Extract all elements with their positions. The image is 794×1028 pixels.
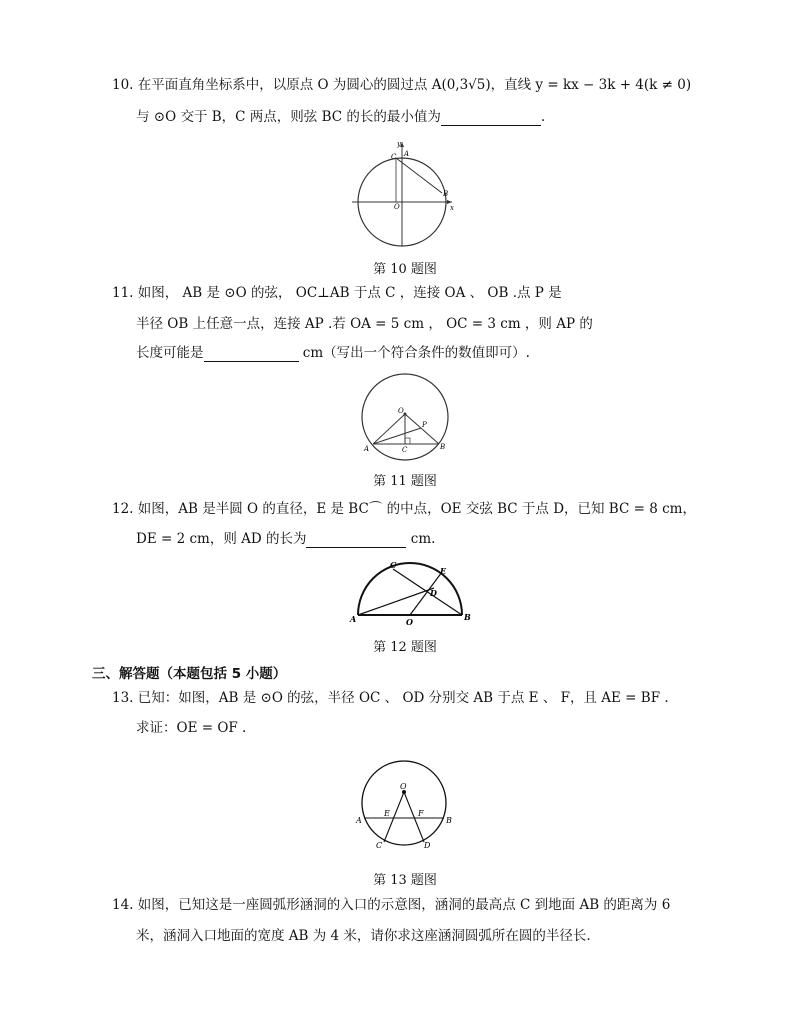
q11-label-a: A bbox=[364, 445, 370, 453]
q12-label-b: B bbox=[464, 612, 471, 622]
q10-line1: 10. 在平面直角坐标系中，以原点 O 为圆心的圆过点 A(0,3√5)，直线 y = kx − 3k + 4(k ≠ 0) bbox=[112, 77, 692, 93]
q12-label-e: E bbox=[440, 566, 447, 576]
q12-label-d: D bbox=[430, 588, 437, 598]
q12-label-o: O bbox=[406, 617, 413, 627]
q11-line3-text: 长度可能是 bbox=[136, 345, 204, 361]
q11-line3-end: cm（写出一个符合条件的数值即可）. bbox=[302, 345, 530, 361]
q10-label-a: A bbox=[404, 150, 410, 158]
q13-label-a: A bbox=[356, 816, 362, 825]
q13-label-e: E bbox=[384, 809, 390, 818]
q12-label-a: A bbox=[350, 614, 357, 624]
q12-line2-text: DE = 2 cm，则 AD 的长为 bbox=[136, 531, 307, 547]
q13-label-f: F bbox=[418, 809, 424, 818]
q13-label-d: D bbox=[424, 841, 431, 850]
q10-figure bbox=[352, 140, 462, 250]
q12-line2 bbox=[136, 530, 435, 548]
q11-line3 bbox=[136, 344, 530, 362]
q13-caption: 第 13 题图 bbox=[373, 873, 437, 888]
q13-line1: 13. 已知：如图，AB 是 ⊙O 的弦，半径 OC 、 OD 分别交 AB 于点 E 、 F，且 AE = BF . bbox=[112, 690, 669, 706]
q10-label-b: B bbox=[443, 190, 449, 198]
q11-label-o: O bbox=[398, 407, 404, 415]
q12-answer-blank[interactable] bbox=[306, 533, 406, 548]
q11-label-p: P bbox=[422, 421, 427, 429]
q11-line2: 半径 OB 上任意一点，连接 AP .若 OA = 5 cm ， OC = 3 cm ，则 AP 的 bbox=[136, 316, 593, 332]
q12-caption: 第 12 题图 bbox=[373, 640, 437, 655]
section-heading: 三、解答题（本题包括 5 小题） bbox=[92, 666, 287, 682]
q11-line1: 11. 如图， AB 是 ⊙O 的弦， OC⊥AB 于点 C ，连接 OA 、 OB .点 P 是 bbox=[112, 285, 562, 301]
q10-label-y: y bbox=[397, 140, 401, 148]
q12-figure bbox=[350, 560, 470, 630]
q11-caption: 第 11 题图 bbox=[373, 474, 437, 489]
q11-figure bbox=[360, 370, 460, 470]
q10-answer-blank[interactable] bbox=[441, 111, 541, 126]
q11-label-b: B bbox=[440, 443, 446, 451]
q12-line2-end: cm. bbox=[410, 531, 436, 547]
q11-label-c: C bbox=[402, 446, 408, 454]
q10-line2 bbox=[136, 108, 545, 126]
q10-label-c: C bbox=[391, 153, 397, 161]
q13-figure bbox=[354, 758, 464, 858]
q14-line1: 14. 如图，已知这是一座圆弧形涵洞的入口的示意图，涵洞的最高点 C 到地面 AB 的距离为 6 bbox=[112, 897, 671, 913]
q10-label-x: x bbox=[450, 204, 454, 212]
q13-label-c: C bbox=[376, 841, 383, 850]
q14-line2: 米，涵洞入口地面的宽度 AB 为 4 米，请你求这座涵洞圆弧所在圆的半径长. bbox=[136, 928, 591, 944]
q12-label-c: C bbox=[390, 560, 397, 570]
q13-label-o: O bbox=[400, 782, 407, 791]
q10-line2-end: . bbox=[540, 109, 546, 125]
q13-label-b: B bbox=[446, 816, 452, 825]
q12-line1: 12. 如图，AB 是半圆 O 的直径，E 是 BC⌒ 的中点，OE 交弦 BC 于点 D，已知 BC = 8 cm， bbox=[112, 501, 696, 517]
q11-answer-blank[interactable] bbox=[204, 347, 299, 362]
q10-caption: 第 10 题图 bbox=[373, 262, 437, 277]
q10-line2-text: 与 ⊙O 交于 B，C 两点，则弦 BC 的长的最小值为 bbox=[136, 109, 441, 125]
q10-label-o: O bbox=[394, 203, 400, 211]
q13-line2: 求证：OE = OF . bbox=[136, 720, 247, 736]
